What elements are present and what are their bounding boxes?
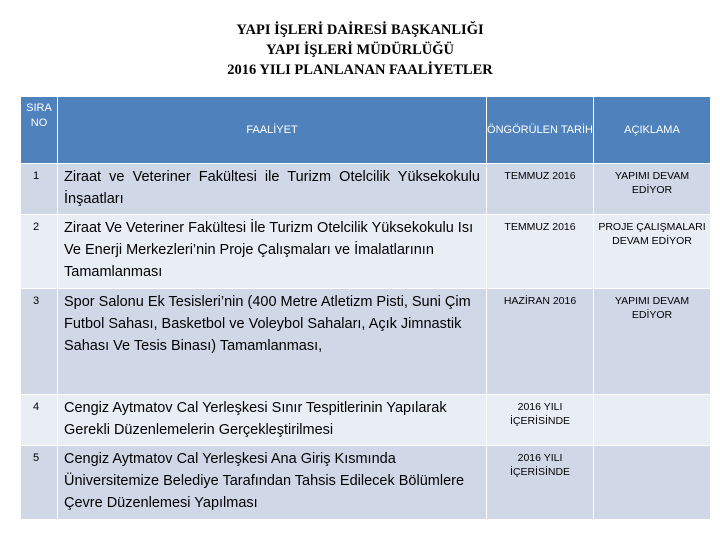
header-expected-date: ÖNGÖRÜLEN TARİH (487, 97, 594, 164)
row-no: 5 (21, 446, 58, 520)
table-row (21, 289, 711, 395)
page-title (0, 20, 720, 80)
row-note (594, 395, 711, 446)
row-activity: Cengiz Aytmatov Cal Yerleşkesi Ana Giriş Kısmında Üniversitemize Belediye Tarafından Tahsis Edilecek Bölümlere Çevre Düzenlemesi Yapılması (58, 446, 487, 520)
header-note: AÇIKLAMA (594, 97, 711, 164)
table-row (21, 446, 711, 520)
header-activity: FAALİYET (58, 97, 487, 164)
row-activity: Spor Salonu Ek Tesisleri’nin (400 Metre Atletizm Pisti, Suni Çim Futbol Sahası, Basketbol ve Voleybol Sahaları, Açık Jimnastik Sahası Ve Tesis Binası) Tamamlanması, (58, 289, 487, 395)
row-note: YAPIMI DEVAM EDİYOR (594, 289, 711, 395)
row-expected-date: TEMMUZ 2016 (487, 215, 594, 289)
title-line-3: 2016 YILI PLANLANAN FAALİYETLER (227, 62, 493, 78)
table-row (21, 395, 711, 446)
row-note (594, 446, 711, 520)
row-note: YAPIMI DEVAM EDİYOR (594, 164, 711, 215)
row-expected-date: 2016 YILI İÇERİSİNDE (487, 446, 594, 520)
row-expected-date: HAZİRAN 2016 (487, 289, 594, 395)
row-activity: Cengiz Aytmatov Cal Yerleşkesi Sınır Tespitlerinin Yapılarak Gerekli Düzenlemelerin Gerçekleştirilmesi (58, 395, 487, 446)
row-no: 1 (21, 164, 58, 215)
activities-table (20, 96, 711, 520)
row-no: 2 (21, 215, 58, 289)
title-line-2: YAPI İŞLERİ MÜDÜRLÜĞÜ (266, 42, 454, 58)
row-expected-date: TEMMUZ 2016 (487, 164, 594, 215)
row-no: 3 (21, 289, 58, 395)
header-no: SIRA NO (21, 97, 58, 164)
table-row (21, 215, 711, 289)
table-header-row (21, 97, 711, 164)
row-no: 4 (21, 395, 58, 446)
row-activity: Ziraat ve Veteriner Fakültesi ile Turizm Otelcilik Yüksekokulu İnşaatları (58, 164, 487, 215)
row-expected-date: 2016 YILI İÇERİSİNDE (487, 395, 594, 446)
title-line-1: YAPI İŞLERİ DAİRESİ BAŞKANLIĞI (236, 22, 484, 38)
row-note: PROJE ÇALIŞMALARI DEVAM EDİYOR (594, 215, 711, 289)
table-row (21, 164, 711, 215)
row-activity: Ziraat Ve Veteriner Fakültesi İle Turizm Otelcilik Yüksekokulu Isı Ve Enerji Merkezleri’nin Proje Çalışmaları ve İmalatlarının Tamamlanması (58, 215, 487, 289)
